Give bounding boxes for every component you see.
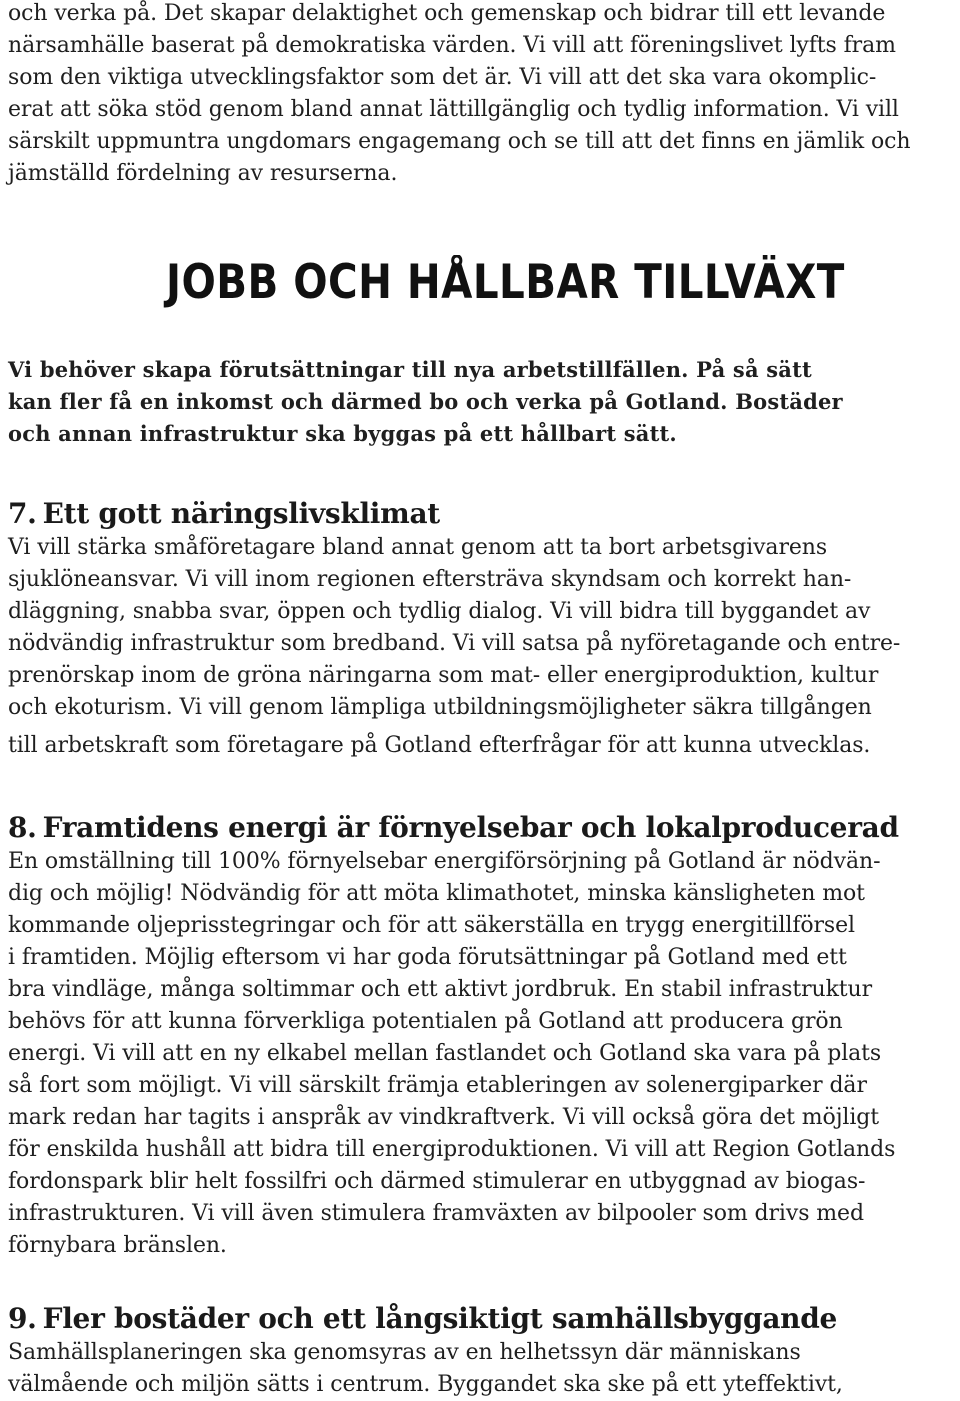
item-title: Ett gott näringslivsklimat [42,497,440,530]
item-heading [8,1302,837,1336]
item-line: för enskilda hushåll att bidra till energiproduktionen. Vi vill att Region Gotlands [8,1137,896,1162]
item-line: Vi vill stärka småföretagare bland annat genom att ta bort arbetsgivarens [8,535,828,560]
item-line: kommande oljeprisstegringar och för att säkerställa en trygg energitillförsel [8,913,855,938]
intro-line: närsamhälle baserat på demokratiska värden. Vi vill att föreningslivet lyfts fram [8,33,896,58]
item-number: 7. [8,497,37,530]
item-line: och ekoturism. Vi vill genom lämpliga utbildningsmöjligheter säkra tillgången [8,695,872,720]
item-heading [8,497,440,531]
item-line: Samhällsplaneringen ska genomsyras av en helhetssyn där människans [8,1340,801,1365]
item-line: dig och möjlig! Nödvändig för att möta klimathotet, minska känsligheten mot [8,881,865,906]
item-line: energi. Vi vill att en ny elkabel mellan fastlandet och Gotland ska vara på plats [8,1041,882,1066]
item-line: välmående och miljön sätts i centrum. Byggandet ska ske på ett yteffektivt, [8,1372,843,1397]
item-line: i framtiden. Möjlig eftersom vi har goda förutsättningar på Gotland med ett [8,945,847,970]
item-line: prenörskap inom de gröna näringarna som mat- eller energiproduktion, kultur [8,663,879,688]
lead-line: kan fler få en inkomst och därmed bo och verka på Gotland. Bostäder [8,389,843,414]
item-title: Framtidens energi är förnyelsebar och lokalproducerad [42,811,899,844]
lead-line: Vi behöver skapa förutsättningar till nya arbetstillfällen. På så sätt [8,357,812,382]
intro-line: som den viktiga utvecklingsfaktor som det är. Vi vill att det ska vara okomplic- [8,65,877,90]
intro-line: erat att söka stöd genom bland annat lättillgänglig och tydlig information. Vi vill [8,97,899,122]
item-line: dläggning, snabba svar, öppen och tydlig dialog. Vi vill bidra till byggandet av [8,599,871,624]
item-line: mark redan har tagits i anspråk av vindkraftverk. Vi vill också göra det möjligt [8,1105,880,1130]
item-line: så fort som möjligt. Vi vill särskilt främja etableringen av solenergiparker där [8,1073,867,1098]
item-line: En omställning till 100% förnyelsebar energiförsörjning på Gotland är nödvän- [8,849,881,874]
item-line: till arbetskraft som företagare på Gotland efterfrågar för att kunna utvecklas. [8,733,871,758]
item-line: sjuklöneansvar. Vi vill inom regionen eftersträva skyndsam och korrekt han- [8,567,852,592]
item-line: fordonspark blir helt fossilfri och därmed stimulerar en utbyggnad av biogas- [8,1169,866,1194]
intro-line: jämställd fördelning av resurserna. [8,161,398,186]
lead-line: och annan infrastruktur ska byggas på ett hållbart sätt. [8,421,677,446]
item-title: Fler bostäder och ett långsiktigt samhällsbyggande [42,1302,838,1335]
item-line: infrastrukturen. Vi vill även stimulera framväxten av bilpooler som drivs med [8,1201,864,1226]
item-heading [8,811,899,845]
intro-line: och verka på. Det skapar delaktighet och gemenskap och bidrar till ett levande [8,1,886,26]
item-line: nödvändig infrastruktur som bredband. Vi vill satsa på nyföretagande och entre- [8,631,901,656]
section-title: JOBB OCH HÅLLBAR TILLVÄXT [166,255,845,310]
item-line: förnybara bränslen. [8,1233,227,1258]
item-line: behövs för att kunna förverkliga potentialen på Gotland att producera grön [8,1009,843,1034]
item-line: bra vindläge, många soltimmar och ett aktivt jordbruk. En stabil infrastruktur [8,977,873,1002]
item-number: 9. [8,1302,37,1335]
intro-line: särskilt uppmuntra ungdomars engagemang och se till att det finns en jämlik och [8,129,911,154]
item-number: 8. [8,811,37,844]
